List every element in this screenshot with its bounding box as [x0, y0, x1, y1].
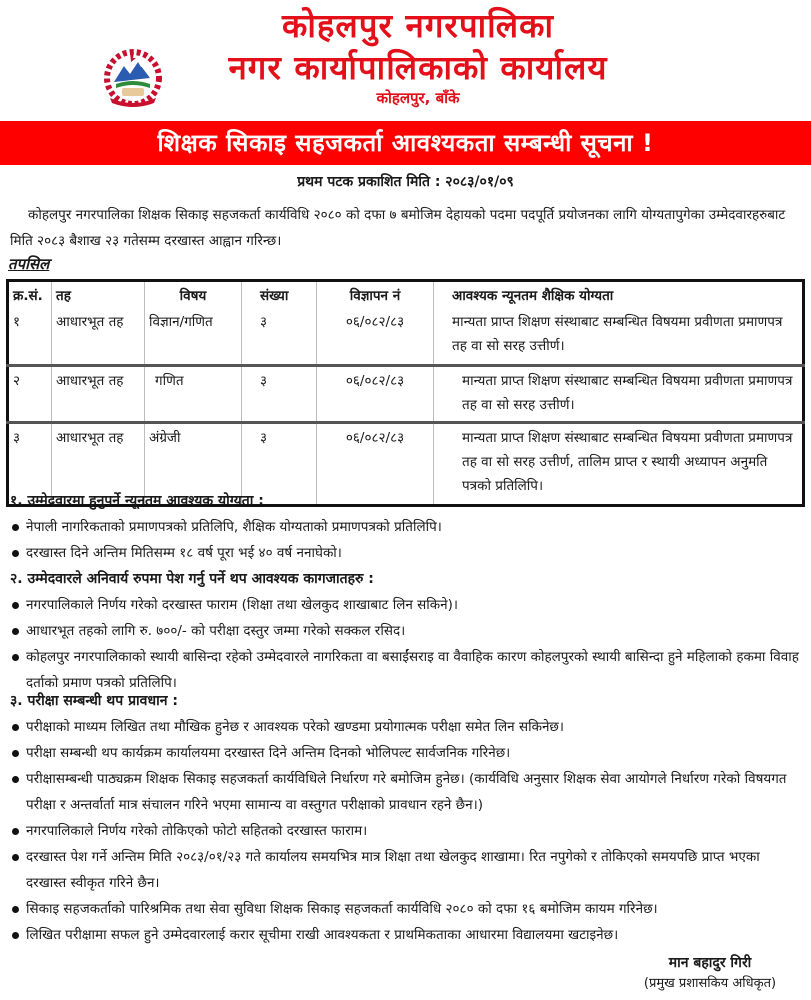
notice-title-banner: शिक्षक सिकाइ सहजकर्ता आवश्यकता सम्बन्धी सूचना !	[0, 121, 811, 165]
section-heading: २. उम्मेदवारले अनिवार्य रुपमा पेश गर्नु पर्ने थप आवश्यक कागजातहरु :	[10, 571, 374, 587]
col-qualification: आवश्यक न्यूनतम शैक्षिक योग्यता	[434, 281, 804, 309]
vacancy-table	[6, 279, 805, 507]
table-row	[8, 366, 804, 423]
intro-paragraph: कोहलपुर नगरपालिका शिक्षक सिकाइ सहजकर्ता कार्यविधि २०८० को दफा ७ बमोजिम देहायको पदमा पदपूर्ति प्रयोजनका लागि योग्यतापुगेका उम्मेदवारहरुबाट मिति २०८३ बैशाख २३ गतेसम्म दरखास्त आह्वान गरिन्छ।	[10, 207, 786, 249]
office-location: कोहलपुर, बाँके	[376, 89, 460, 107]
section-minimum-qualification	[10, 488, 800, 566]
section-exam-provisions	[10, 688, 800, 948]
notice-header	[0, 0, 811, 116]
signature-block	[610, 952, 810, 994]
cell-serial: २	[8, 366, 52, 423]
list-item: परीक्षाको माध्यम लिखित तथा मौखिक हुनेछ र आवश्यक परेको खण्डमा प्रयोगात्मक परीक्षा समेत लिन सकिनेछ।	[10, 714, 800, 740]
col-serial: क्र.सं.	[8, 281, 52, 309]
cell-serial: १	[8, 308, 52, 366]
office-name: नगर कार्यापालिकाको कार्यालय	[228, 48, 608, 87]
list-item: परीक्षा सम्बन्धी थप कार्यक्रम कार्यालयमा दरखास्त दिने अन्तिम दिनको भोलिपल्ट सार्वजनिक गरिनेछ।	[10, 740, 800, 766]
signatory-name: मान बहादुर गिरी	[668, 955, 752, 971]
cell-ad-number: ०६/०८२/८३	[317, 308, 434, 366]
details-label: तपसिल	[8, 255, 50, 273]
list-item: कोहलपुर नगरपालिकाको स्थायी बासिन्दा रहेको उम्मेदवारले नागरिकता वा बसाईंसराइ वा वैवाहिक कारण कोहलपुरको स्थायी बासिन्दा हुने महिलाको हकमा विवाह दर्ताको प्रमाण पत्रको प्रतिलिपि।	[10, 644, 800, 696]
list-item: परीक्षासम्बन्धी पाठ्यक्रम शिक्षक सिकाइ सहजकर्ता कार्यविधिले निर्धारण गरे बमोजिम हुनेछ। (कार्यविधि अनुसार शिक्षक सेवा आयोगले निर्धारण गरेको विषयगत परीक्षा र अन्तर्वार्ता मात्र संचालन गरिने भएमा सामान्य वा वस्तुगत परीक्षाको प्रावधान रहने छैन।)	[10, 766, 800, 818]
col-subject: विषय	[145, 281, 242, 309]
signatory-title: (प्रमुख प्रशासकिय अधिकृत)	[643, 976, 777, 991]
municipality-name: कोहलपुर नगरपालिका	[281, 6, 554, 45]
publish-date: प्रथम पटक प्रकाशित मिति : २०८३/०१/०९	[297, 174, 514, 190]
table-row	[8, 308, 804, 366]
list-item: दरखास्त दिने अन्तिम मितिसम्म १८ वर्ष पूरा भई ४० वर्ष ननाघेको।	[10, 540, 800, 566]
cell-serial: ३	[8, 423, 52, 506]
cell-level: आधारभूत तह	[52, 423, 145, 506]
col-level: तह	[52, 281, 145, 309]
list-item: नगरपालिकाले निर्णय गरेको तोकिएको फोटो सहितको दरखास्त फाराम।	[10, 818, 800, 844]
cell-level: आधारभूत तह	[52, 366, 145, 423]
list-item: दरखास्त पेश गर्ने अन्तिम मिति २०८३/०१/२३ गते कार्यालय समयभित्र मात्र शिक्षा तथा खेलकुद शाखामा। रित नपुगेको र तोकिएको समयपछि प्राप्त भएका दरखास्त स्वीकृत गरिने छैन।	[10, 844, 800, 896]
cell-subject: अंग्रेजी	[145, 423, 242, 506]
cell-qualification: मान्यता प्राप्त शिक्षण संस्थाबाट सम्बन्धित विषयमा प्रवीणता प्रमाणपत्र तह वा सो सरह उत्तीर्ण।	[434, 366, 804, 423]
cell-count: ३	[242, 366, 317, 423]
table-header-row	[8, 281, 804, 309]
cell-qualification: मान्यता प्राप्त शिक्षण संस्थाबाट सम्बन्धित विषयमा प्रवीणता प्रमाणपत्र तह वा सो सरह उत्तीर्ण।	[434, 308, 804, 366]
section-heading: ३. परीक्षा सम्बन्धी थप प्रावधान :	[10, 693, 178, 709]
col-ad-number: विज्ञापन नं	[317, 281, 434, 309]
list-item: आधारभूत तहको लागि रु. ७००/- को परीक्षा दस्तुर जम्मा गरेको सक्कल रसिद।	[10, 618, 800, 644]
cell-ad-number: ०६/०८२/८३	[317, 366, 434, 423]
cell-qualification: मान्यता प्राप्त शिक्षण संस्थाबाट सम्बन्धित विषयमा प्रवीणता प्रमाणपत्र तह वा सो सरह उत्तीर्ण, तालिम प्राप्त र स्थायी अध्यापन अनुमति पत्रको प्रतिलिपि।	[434, 423, 804, 506]
list-item: लिखित परीक्षामा सफल हुने उम्मेदवारलाई करार सूचीमा राखी आवश्यकता र प्राथमिकताका आधारमा विद्यालयमा खटाइनेछ।	[10, 922, 800, 948]
cell-subject: गणित	[145, 366, 242, 423]
cell-count: ३	[242, 423, 317, 506]
col-count: संख्या	[242, 281, 317, 309]
cell-ad-number: ०६/०८२/८३	[317, 423, 434, 506]
cell-count: ३	[242, 308, 317, 366]
section-heading: १. उम्मेदवारमा हुनुपर्ने न्यूनतम आवश्यक योग्यता :	[10, 493, 264, 509]
section-required-documents	[10, 566, 800, 696]
cell-level: आधारभूत तह	[52, 308, 145, 366]
list-item: सिकाइ सहजकर्ताको पारिश्रमिक तथा सेवा सुविधा शिक्षक सिकाइ सहजकर्ता कार्यविधि २०८० को दफा १६ बमोजिम कायम गरिनेछ।	[10, 896, 800, 922]
list-item: नगरपालिकाले निर्णय गरेको दरखास्त फाराम (शिक्षा तथा खेलकुद शाखाबाट लिन सकिने)।	[10, 592, 800, 618]
cell-subject: विज्ञान/गणित	[145, 308, 242, 366]
list-item: नेपाली नागरिकताको प्रमाणपत्रको प्रतिलिपि, शैक्षिक योग्यताको प्रमाणपत्रको प्रतिलिपि।	[10, 514, 800, 540]
